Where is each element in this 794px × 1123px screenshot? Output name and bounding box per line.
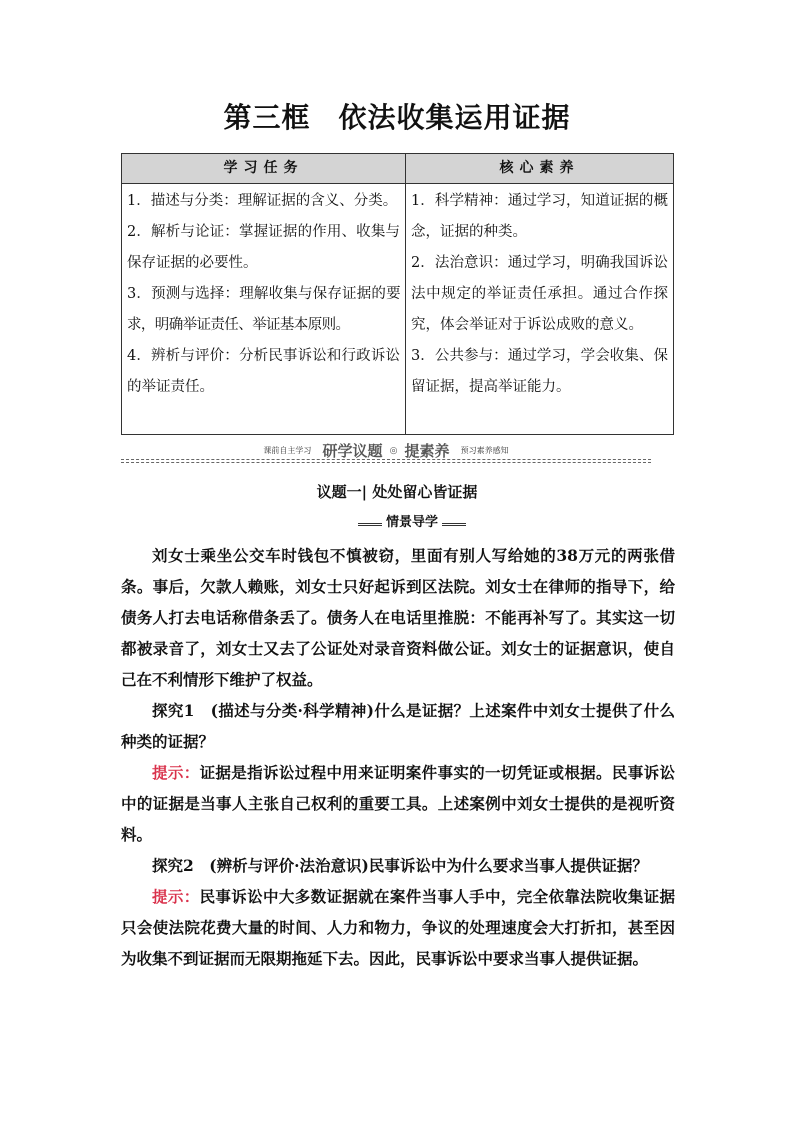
table-header-row (122, 154, 674, 184)
title-part-2: 依法收集运用证据 (338, 101, 571, 134)
hint-label: 提示： (152, 887, 200, 906)
learning-goals-table (121, 153, 674, 435)
answer-1 (121, 757, 675, 850)
section-tag-label: 情景导学 (382, 515, 442, 530)
hint-label: 提示： (152, 763, 200, 782)
literacy-item: 3．公共参与：通过学习，学会收集、保留证据，提高举证能力。 (411, 348, 668, 395)
header-core-literacy: 核心素养 (406, 154, 674, 184)
task-item: 2．解析与论证：掌握证据的作用、收集与保存证据的必要性。 (127, 224, 400, 271)
section-banner (121, 440, 651, 462)
title-part-1: 第三框 (223, 101, 311, 134)
banner-title-2: 提素养 (404, 442, 450, 460)
hint-text: 证据是指诉讼过程中用来证明案件事实的一切凭证或根据。民事诉讼中的证据是当事人主张自己权利的重要工具。上述案例中刘女士提供的是视听资料。 (121, 763, 675, 844)
question-2: 探究2 (辨析与评价·法治意识)民事诉讼中为什么要求当事人提供证据？ (152, 856, 648, 875)
literacy-item: 2．法治意识：通过学习，明确我国诉讼法中规定的举证责任承担。通过合作探究，体会举证对于诉讼成败的意义。 (411, 255, 668, 333)
hint-text: 民事诉讼中大多数证据就在案件当事人手中，完全依靠法院收集证据只会使法院花费大量的时间、人力和物力，争议的处理速度会大打折扣，甚至因为收集不到证据而无限期拖延下去。因此，民事诉讼中要求当事人提供证据。 (121, 887, 675, 968)
page-title (0, 96, 794, 136)
learning-tasks-cell (122, 184, 406, 435)
task-item: 4．辨析与评价：分析民事诉讼和行政诉讼的举证责任。 (127, 348, 400, 395)
answer-2 (121, 881, 675, 974)
section-tag (358, 514, 466, 532)
banner-left-text: 课前自主学习 (263, 446, 312, 455)
banner-separator-icon: ◎ (389, 445, 398, 456)
topic-heading: 议题一| 处处留心皆证据 (316, 483, 478, 501)
table-row (122, 184, 674, 435)
story-paragraph: 刘女士乘坐公交车时钱包不慎被窃，里面有别人写给她的38万元的两张借条。事后，欠款人赖账，刘女士只好起诉到区法院。刘女士在律师的指导下，给债务人打去电话称借条丢了。债务人在电话里推脱：不能再补写了。其实这一切都被录音了，刘女士又去了公证处对录音资料做公证。刘女士的证据意识，使自己在不利情形下维护了权益。 (121, 546, 675, 689)
task-item: 1．描述与分类：理解证据的含义、分类。 (127, 193, 398, 209)
core-literacy-cell (406, 184, 674, 435)
main-text (121, 540, 675, 974)
literacy-item: 1．科学精神：通过学习，知道证据的概念，证据的种类。 (411, 193, 668, 240)
banner-title-1: 研学议题 (322, 442, 383, 460)
banner-right-text: 预习素养感知 (460, 446, 509, 455)
header-learning-tasks: 学习任务 (122, 154, 406, 184)
task-item: 3．预测与选择：理解收集与保存证据的要求，明确举证责任、举证基本原则。 (127, 286, 400, 333)
question-1: 探究1 (描述与分类·科学精神)什么是证据？上述案件中刘女士提供了什么种类的证据？ (121, 701, 675, 751)
